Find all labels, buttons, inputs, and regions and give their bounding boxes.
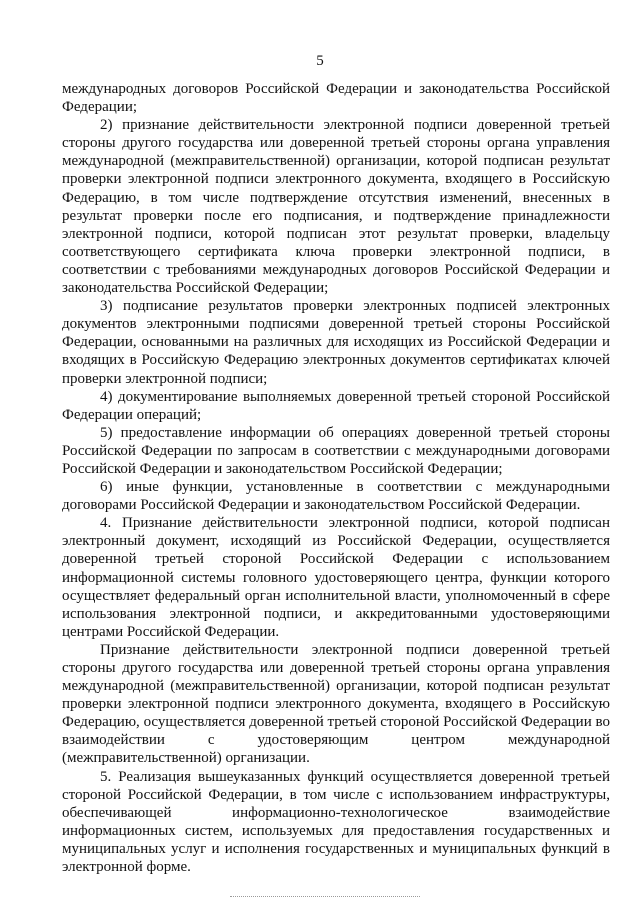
paragraph-item-5: 5) предоставление информации об операциях доверенной третьей стороны Российской Федерации по запросам в соответствии с международными договорами Российской Федерации и законодательством Российской Федерации; xyxy=(62,424,610,477)
page-number: 5 xyxy=(316,53,324,69)
paragraph-item-2: 2) признание действительности электронной подписи доверенной третьей стороны другого государства или доверенной третьей стороны органа управления международной (межправительственной) организации, которой подписан результат проверки электронной подписи электронного документа, входящего в Российскую Федерацию, в том числе подтверждение отсутствия изменений, внесенных в результат проверки после его подписания, и подтверждение принадлежности электронной подписи, которой подписан этот результат проверки, владельцу соответствующего сертификата ключа проверки электронной подписи, в соответствии с требованиями международных договоров Российской Федерации и законодательства Российской Федерации; xyxy=(62,117,610,297)
paragraph-section-4: 4. Признание действительности электронной подписи, которой подписан электронный документ, исходящий из Российской Федерации, осуществляется доверенной третьей стороной Российской Федерации с использованием информационной системы головного удостоверяющего центра, функции которого осуществляет федеральный орган исполнительной власти, уполномоченный в сфере использования электронной подписи, и аккредитованными удостоверяющими центрами Российской Федерации. xyxy=(62,515,610,640)
paragraph-continuation: международных договоров Российской Федерации и законодательства Российской Федерации; xyxy=(62,81,610,116)
paragraph-item-6: 6) иные функции, установленные в соответствии с международными договорами Российской Федерации и законодательством Российской Федерации. xyxy=(62,479,610,514)
paragraph-section-5: 5. Реализация вышеуказанных функций осуществляется доверенной третьей стороной Российской Федерации, в том числе с использованием инфраструктуры, обеспечивающей информационно-технологическое взаимодействие информационных систем, используемых для предоставления государственных и муниципальных услуг и исполнения государственных и муниципальных функций в электронной форме. xyxy=(62,768,610,876)
paragraph-item-4: 4) документирование выполняемых доверенной третьей стороной Российской Федерации операций; xyxy=(62,388,610,423)
paragraph-item-3: 3) подписание результатов проверки электронных подписей электронных документов электронными подписями доверенной третьей стороны Российской Федерации, основанными на различных для исходящих из Российской Федерации и входящих в Российскую Федерацию электронных документов сертификатах ключей проверки электронной подписи; xyxy=(62,298,610,387)
document-body xyxy=(62,80,610,876)
scan-edge-mark xyxy=(230,896,420,898)
paragraph-section-4-recognition: Признание действительности электронной подписи доверенной третьей стороны другого государства или доверенной третьей стороны органа управления международной (межправительственной) организации, которой подписан результат проверки электронной подписи электронного документа, входящего в Российскую Федерацию, осуществляется доверенной третьей стороной Российской Федерации во взаимодействии с удостоверяющим центром международной (межправительственной) организации. xyxy=(62,641,610,767)
